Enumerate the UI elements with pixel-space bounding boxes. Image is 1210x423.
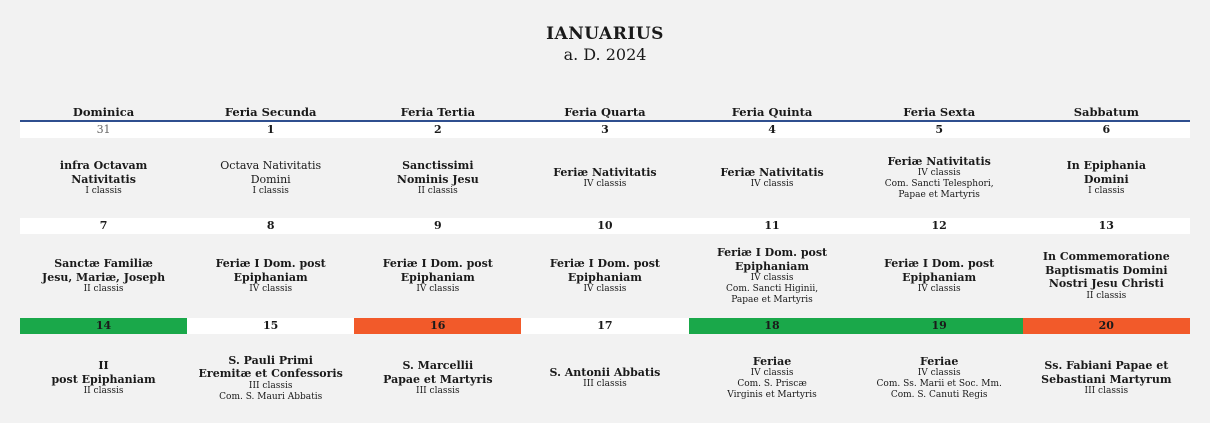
feast-name: Sanctissimi Nominis Jesu xyxy=(396,159,479,186)
feast-class: IV classis xyxy=(750,368,794,379)
day-cell xyxy=(689,234,856,318)
day-cell xyxy=(187,138,354,218)
feast-class: II classis xyxy=(417,186,458,196)
feast-name: Ss. Fabiani Papae et Sebastiani Martyrum xyxy=(1041,359,1172,386)
day-number: 4 xyxy=(768,123,776,136)
feast-name: Feriæ Nativitatis xyxy=(720,165,824,179)
feast-name: Feriae xyxy=(752,354,792,368)
feast-name: II post Epiphaniam xyxy=(51,359,156,386)
weekday-monday: Feria Secunda xyxy=(224,105,317,119)
commemoration: Com. Sancti Higinii, Papae et Martyris xyxy=(726,284,819,305)
feast-class: IV classis xyxy=(917,368,961,379)
feast-name: S. Antonii Abbatis xyxy=(549,365,661,379)
day-cell xyxy=(187,234,354,318)
feast-name: Feriæ I Dom. post Epiphaniam xyxy=(716,246,828,273)
weekday-tuesday: Feria Tertia xyxy=(400,105,476,119)
day-cell xyxy=(689,138,856,218)
year-subtitle: a. D. 2024 xyxy=(563,45,647,64)
day-number: 3 xyxy=(601,123,609,136)
feast-class: III classis xyxy=(1084,386,1129,396)
week-2-date-row xyxy=(20,218,1190,234)
feast-class: IV classis xyxy=(750,273,794,283)
feast-class: IV classis xyxy=(917,284,961,294)
weekday-friday: Feria Sexta xyxy=(903,105,976,119)
weekday-wednesday: Feria Quarta xyxy=(564,105,646,119)
day-number: 11 xyxy=(764,219,780,232)
day-number: 19 xyxy=(856,318,1023,334)
day-cell xyxy=(856,334,1023,422)
day-number: 9 xyxy=(433,219,442,232)
feast-name: Feriæ I Dom. post Epiphaniam xyxy=(884,257,995,284)
feast-class: IV classis xyxy=(416,284,460,294)
day-cell xyxy=(354,138,521,218)
day-number: 12 xyxy=(931,219,947,232)
day-number: 14 xyxy=(20,318,187,334)
day-number: 17 xyxy=(597,319,613,332)
day-cell xyxy=(354,234,521,318)
day-cell xyxy=(1023,334,1190,422)
feast-class: IV classis xyxy=(917,168,961,179)
feast-name: S. Pauli Primi Eremitæ et Confessoris xyxy=(198,353,343,380)
feast-name: Feriæ I Dom. post Epiphaniam xyxy=(215,257,326,284)
day-cell xyxy=(1023,234,1190,318)
feast-name: S. Marcellii Papae et Martyris xyxy=(383,359,493,386)
day-number: 13 xyxy=(1098,219,1114,232)
day-cell xyxy=(856,138,1023,218)
day-number: 18 xyxy=(689,318,856,334)
day-cell xyxy=(20,234,187,318)
feast-class: II classis xyxy=(1086,290,1127,301)
calendar-header xyxy=(0,24,1210,65)
commemoration: Com. S. Priscæ Virginis et Martyris xyxy=(727,379,817,401)
day-number: 31 xyxy=(96,123,111,136)
feast-class: III classis xyxy=(583,379,627,390)
feast-class: III classis xyxy=(248,380,293,391)
day-cell xyxy=(20,334,187,422)
day-number: 15 xyxy=(263,319,279,332)
day-number: 10 xyxy=(597,219,613,232)
feast-name: Feriæ Nativitatis xyxy=(887,154,991,168)
week-3-feast-row xyxy=(20,334,1190,422)
feast-name: Sanctæ Familiæ Jesu, Mariæ, Joseph xyxy=(41,257,166,284)
day-cell xyxy=(521,334,688,422)
feast-name: Feriæ Nativitatis xyxy=(553,165,657,179)
week-1-feast-row xyxy=(20,138,1190,218)
day-cell xyxy=(856,234,1023,318)
day-number: 5 xyxy=(935,123,944,136)
day-cell xyxy=(20,138,187,218)
feast-name: Feriæ I Dom. post Epiphaniam xyxy=(549,257,661,284)
feast-class: I classis xyxy=(85,186,122,196)
feast-class: IV classis xyxy=(583,284,627,294)
week-1-date-row xyxy=(20,122,1190,138)
commemoration: Com. Ss. Marii et Soc. Mm. Com. S. Canuti Regis xyxy=(876,379,1002,401)
weekday-thursday: Feria Quinta xyxy=(731,105,813,119)
day-number: 1 xyxy=(266,123,275,136)
feast-name: In Commemoratione Baptismatis Domini Nostri Jesu Christi xyxy=(1042,250,1170,291)
feast-class: IV classis xyxy=(249,284,293,294)
day-number: 7 xyxy=(99,219,108,232)
feast-class: IV classis xyxy=(583,179,627,190)
commemoration: Com. S. Mauri Abbatis xyxy=(219,391,323,402)
day-number: 16 xyxy=(354,318,521,334)
feast-class: I classis xyxy=(1088,186,1125,196)
day-cell xyxy=(689,334,856,422)
day-cell xyxy=(521,234,688,318)
day-number: 6 xyxy=(1102,123,1111,136)
day-number: 2 xyxy=(433,123,442,136)
week-2-feast-row xyxy=(20,234,1190,318)
commemoration: Com. Sancti Telesphori, Papae et Martyris xyxy=(884,179,994,201)
feast-class: I classis xyxy=(252,186,289,196)
feast-name: infra Octavam Nativitatis xyxy=(59,159,148,186)
day-number: 20 xyxy=(1023,318,1190,334)
feast-name: Octava Nativitatis Domini xyxy=(220,159,322,186)
day-cell xyxy=(354,334,521,422)
week-3-date-row xyxy=(20,318,1190,334)
day-number: 8 xyxy=(266,219,275,232)
calendar-grid xyxy=(20,104,1190,422)
day-cell xyxy=(187,334,354,422)
month-title: IANUARIUS xyxy=(546,24,664,44)
feast-name: Feriæ I Dom. post Epiphaniam xyxy=(382,257,493,284)
weekday-sunday: Dominica xyxy=(72,105,135,119)
feast-class: IV classis xyxy=(750,179,794,190)
weekday-saturday: Sabbatum xyxy=(1073,105,1139,119)
day-cell xyxy=(521,138,688,218)
feast-class: II classis xyxy=(83,284,124,294)
feast-name: In Epiphania Domini xyxy=(1066,159,1146,186)
feast-class: III classis xyxy=(416,386,460,396)
weekday-header-row xyxy=(20,104,1190,122)
feast-class: II classis xyxy=(83,386,124,396)
feast-name: Feriae xyxy=(920,354,959,368)
day-cell xyxy=(1023,138,1190,218)
